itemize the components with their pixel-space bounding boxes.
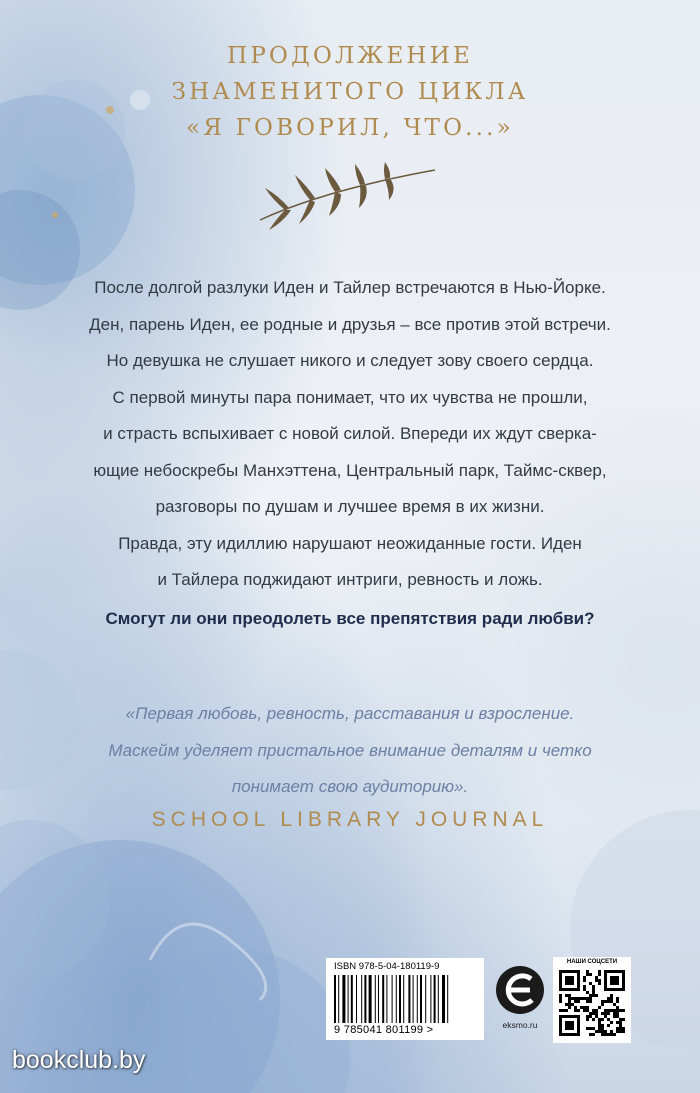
- header-line-2: ЗНАМЕНИТОГО ЦИКЛА: [171, 79, 529, 105]
- blurb-line: С первой минуты пара понимает, что их чувства не прошли,: [112, 387, 588, 407]
- blurb-line: После долгой разлуки Иден и Тайлер встречаются в Нью-Йорке.: [94, 278, 606, 297]
- quote-source: SCHOOL LIBRARY JOURNAL: [151, 808, 549, 831]
- blurb-question: Смогут ли они преодолеть все препятствия ради любви?: [105, 608, 595, 628]
- quote-line: понимает свою аудиторию».: [231, 777, 469, 796]
- blurb-line: и страсть вспыхивает с новой силой. Впереди их ждут сверка-: [103, 424, 597, 443]
- leaf-branch-ornament: [255, 160, 440, 235]
- review-quote: [0, 696, 700, 806]
- qr-code: [559, 970, 625, 1036]
- blurb-line: Но девушка не слушает никого и следует зову своего сердца.: [106, 351, 594, 370]
- qr-block: [553, 957, 631, 1043]
- header-line-1: ПРОДОЛЖЕНИЕ: [227, 43, 473, 69]
- quote-line: Маскейм уделяет пристальное внимание деталям и четко: [108, 740, 592, 760]
- quote-line: «Первая любовь, ревность, расставания и взросление.: [125, 704, 575, 723]
- site-watermark: bookclub.by: [12, 1046, 146, 1074]
- barcode-number: 9 785041 801199 >: [334, 1024, 434, 1036]
- header-line-3: «Я ГОВОРИЛ, ЧТО...»: [186, 115, 514, 141]
- blurb-line: ющие небоскребы Манхэттена, Центральный парк, Таймс-сквер,: [93, 460, 607, 480]
- publisher-site: eksmo.ru: [502, 1020, 538, 1030]
- publisher-logo: [494, 962, 546, 1040]
- blurb-line: и Тайлера поджидают интриги, ревность и ложь.: [157, 570, 543, 589]
- qr-label: НАШИ СОЦСЕТИ: [566, 959, 618, 965]
- isbn-label: ISBN 978-5-04-180119-9: [334, 961, 440, 972]
- blurb-line: Ден, парень Иден, ее родные и друзья – все против этой встречи.: [89, 314, 611, 334]
- barcode-bars: [334, 975, 476, 1023]
- eksmo-logo-icon: [494, 962, 546, 1018]
- barcode-block: [326, 958, 484, 1040]
- annotation-text: [0, 270, 700, 637]
- blurb-line: разговоры по душам и лучшее время в их жизни.: [155, 497, 545, 516]
- series-header: [0, 38, 700, 146]
- blurb-line: Правда, эту идиллию нарушают неожиданные гости. Иден: [118, 533, 582, 553]
